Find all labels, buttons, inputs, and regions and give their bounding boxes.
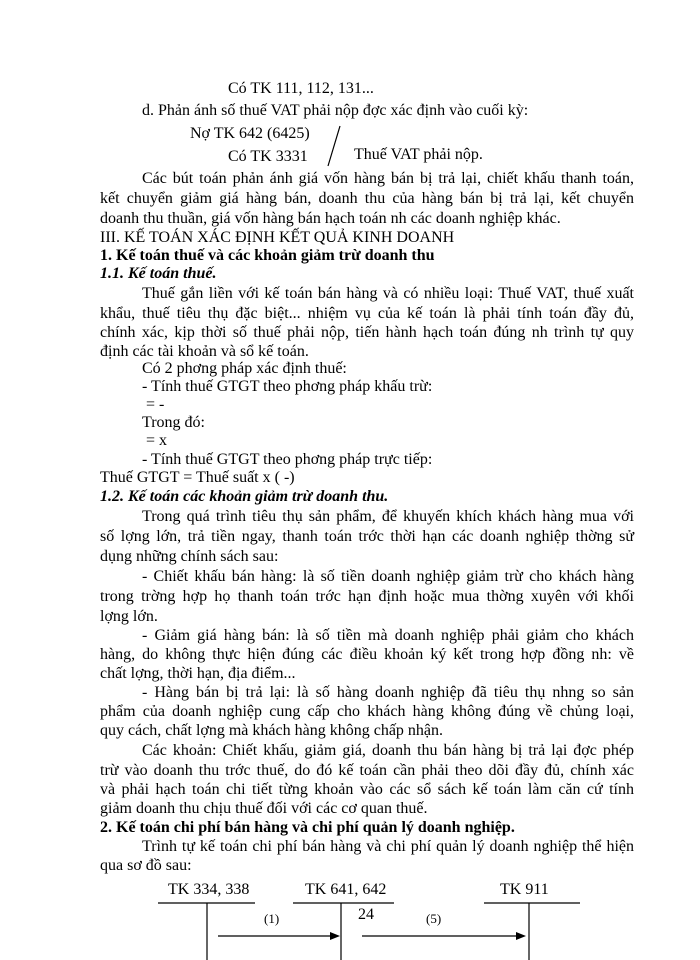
line-18: Trong đó: — [142, 414, 205, 431]
line-36: trừ vào doanh thu trớc thuế, do đó kế toán cần phải theo dõi đầy đủ, chính xác — [100, 762, 634, 779]
line-32: - Hàng bán bị trả lại: là số hàng doanh nghiệp đã tiêu thụ nhng so sản — [142, 684, 634, 701]
line-27: trong trờng hợp họ thanh toán trớc hạn định hoặc mua thờng xuyên với khối — [100, 588, 634, 605]
line-01: Có TK 111, 112, 131... — [228, 80, 374, 97]
heading-1-1: 1.1. Kế toán thuế. — [100, 265, 217, 282]
step-label-1: (1) — [264, 911, 280, 926]
account-label-641-642: TK 641, 642 — [305, 881, 387, 898]
formula-2: = x — [146, 432, 168, 449]
heading-2: 2. Kế toán chi phí bán hàng và chi phí quản lý doanh nghiệp. — [100, 819, 515, 836]
line-26: - Chiết khấu bán hàng: là số tiền doanh nghiệp giảm trừ cho khách hàng — [142, 568, 634, 585]
arrow-step-5 — [362, 932, 526, 940]
line-20: - Tính thuế GTGT theo phơng pháp trực tiếp: — [142, 451, 433, 468]
account-label-334-338: TK 334, 338 — [168, 881, 250, 898]
formula-3: Thuế GTGT = Thuế suất x ( -) — [100, 469, 295, 486]
page-number: 24 — [358, 906, 374, 923]
t-account-911 — [484, 903, 580, 960]
line-07: doanh thu thuần, giá vốn hàng bán hạch toán nh các doanh nghiệp khác. — [100, 210, 561, 227]
line-28: lợng lớn. — [100, 608, 158, 625]
line-05: Các bút toán phản ánh giá vốn hàng bán bị trả lại, chiết khấu thanh toán, — [142, 170, 634, 187]
formula-1: = - — [146, 396, 165, 413]
line-06: kết chuyển giảm giá hàng bán, doanh thu của hàng bán bị trả lại, kết chuyển — [100, 190, 634, 207]
line-02: d. Phản ánh số thuế VAT phải nộp đợc xác định vào cuối kỳ: — [142, 102, 529, 119]
line-14: định các tài khoản và sổ kế toán. — [100, 343, 309, 360]
account-label-911: TK 911 — [500, 881, 549, 898]
line-31: chất lợng, thời hạn, địa điểm... — [100, 665, 296, 682]
section-heading-iii: III. KẾ TOÁN XÁC ĐỊNH KẾT QUẢ KINH DOANH — [100, 229, 455, 246]
line-03: Nợ TK 642 (6425) — [190, 125, 310, 142]
line-25: dụng những chính sách sau: — [100, 548, 279, 565]
line-37: và phải hạch toán chi tiết từng khoản vào các sổ sách kế toán làm căn cứ tính — [100, 781, 634, 798]
line-30: hàng, do không thực hiện đúng các điều khoản ký kết trong hợp đồng nh: về — [100, 646, 634, 663]
line-41: qua sơ đồ sau: — [100, 857, 192, 874]
line-34: quy cách, chất lợng mà khách hàng không chấp nhận. — [100, 722, 444, 739]
t-account-641-642 — [293, 903, 394, 960]
line-29: - Giảm giá hàng bán: là số tiền mà doanh nghiệp phải giảm cho khách — [142, 627, 634, 644]
line-33: phẩm của doanh nghiệp cung cấp cho khách hàng không đúng về chủng loại, — [100, 703, 634, 720]
line-24: số lợng lớn, trả tiền ngay, thanh toán trớc thời hạn các doanh nghiệp thờng sử — [100, 528, 634, 545]
step-label-5: (5) — [426, 911, 442, 926]
line-23: Trong quá trình tiêu thụ sản phẩm, để khuyến khích khách hàng mua với — [142, 508, 634, 525]
arrow-step-1 — [218, 932, 340, 940]
heading-1: 1. Kế toán thuế và các khoản giảm trừ doanh thu — [100, 247, 435, 264]
t-account-334-338 — [158, 903, 255, 960]
line-04: Có TK 3331 — [228, 148, 308, 165]
line-04-note: Thuế VAT phải nộp. — [354, 146, 483, 163]
line-35: Các khoản: Chiết khấu, giảm giá, doanh thu bán hàng bị trả lại đợc phép — [142, 742, 634, 759]
line-38: giảm doanh thu chịu thuế đối với các cơ quan thuế. — [100, 800, 428, 817]
line-12: khẩu, thuế tiêu thụ đặc biệt... nhiệm vụ của kế toán là phải tính toán đầy đủ, — [100, 305, 634, 322]
line-40: Trình tự kế toán chi phí bán hàng và chi phí quản lý doanh nghiệp thể hiện — [142, 838, 634, 855]
line-13: chính xác, kịp thời số thuế phải nộp, tiến hành hạch toán đúng nh trình tự quy — [100, 324, 634, 341]
line-15: Có 2 phơng pháp xác định thuế: — [142, 360, 347, 377]
line-11: Thuế gắn liền với kế toán bán hàng và có nhiều loại: Thuế VAT, thuế xuất — [142, 285, 634, 302]
line-16: - Tính thuế GTGT theo phơng pháp khấu trừ: — [142, 378, 433, 395]
heading-1-2: 1.2. Kế toán các khoản giảm trừ doanh thu. — [100, 488, 389, 505]
